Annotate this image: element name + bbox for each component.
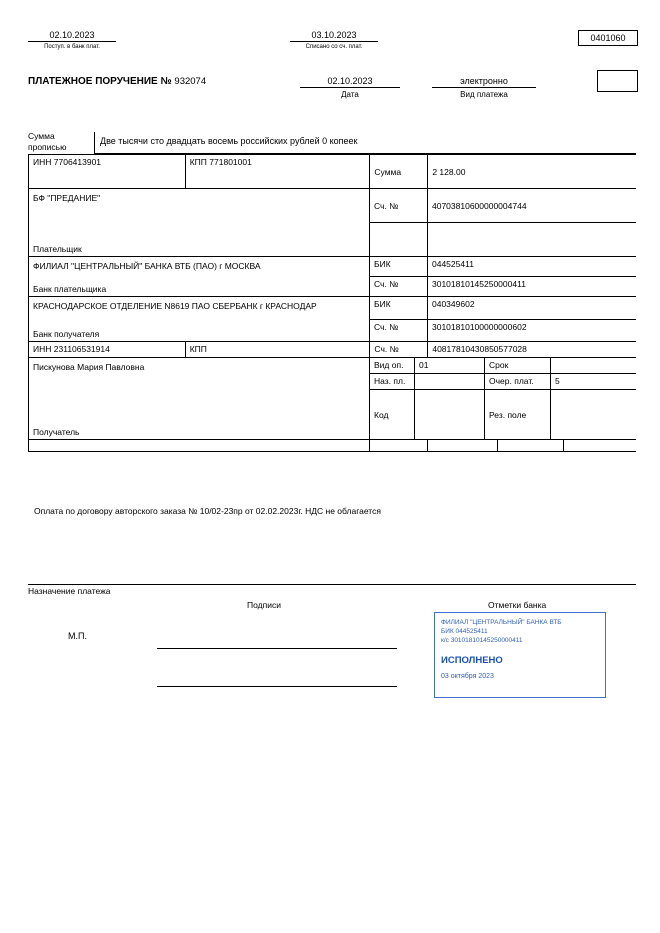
payee-bik-value: 040349602 [432,299,475,309]
received-date-caption: Поступ. в банк плат. [44,44,100,50]
payee-account-value: 40817810430850577028 [432,344,527,354]
row-payer-bank [29,257,636,297]
payee-account-label: Сч. № [374,344,399,354]
document-date-block [300,76,400,99]
amount-words-label-line1: Сумма [28,131,55,141]
payer-bank-role-label: Банк плательщика [33,284,107,294]
row-op-kind [370,358,636,374]
payer-bank-name: ФИЛИАЛ "ЦЕНТРАЛЬНЫЙ" БАНКА ВТБ (ПАО) г МОСКВА [33,261,261,271]
payee-bik-value-cell [428,297,636,320]
payer-sum-label-cell [370,155,428,189]
row-payer-bik [370,257,636,277]
written-off-date-caption: Списано со сч. плат. [305,44,363,50]
payment-kind-caption: Вид платежа [460,90,508,99]
purpose-code-label: Наз. пл. [374,376,406,386]
term-label: Срок [489,360,509,370]
purpose-code-value-cell [415,374,485,390]
document-number-label: № [160,76,172,87]
page-title [28,76,206,87]
op-kind-value-cell [415,358,485,374]
payer-bank-account-label: Сч. № [374,279,399,289]
payee-kpp-cell [186,342,371,358]
payer-account-value: 40703810600000004744 [432,201,527,211]
payer-bank-account-value-cell [428,277,636,297]
payer-kpp-cell [186,155,371,189]
op-kind-value: 01 [419,360,429,370]
strip-cell-3 [428,440,498,452]
payer-bank-account-label-cell [370,277,428,297]
reserve-value-cell [551,390,636,440]
payee-bank-cell [29,297,370,342]
document-date-value: 02.10.2023 [300,76,400,88]
payer-bik-value: 044525411 [432,259,474,269]
row-payee-bank-account [370,320,636,342]
payee-account-value-cell [428,342,636,358]
priority-value: 5 [555,376,560,386]
payee-inn-value: 231106531914 [53,344,110,354]
payee-bik-label-cell [370,297,428,320]
written-off-date-value: 03.10.2023 [290,30,378,42]
received-date-value: 02.10.2023 [28,30,116,42]
payer-sum-value-cell [428,155,636,189]
payer-inn-cell [29,155,186,189]
payer-account-value-cell [428,189,636,223]
row-spacer-payer [370,223,636,257]
payer-kpp-value: 771801001 [209,157,252,167]
payer-kpp-label: КПП [189,157,207,167]
priority-label: Очер. плат. [489,376,534,386]
payee-bank-role-label: Банк получателя [33,329,100,339]
payee-bank-account-value: 30101810100000000602 [432,322,527,332]
payer-bik-value-cell [428,257,636,277]
code-value-cell [415,390,485,440]
row-payer-account [370,189,636,223]
row-code [370,390,636,440]
spacer-cell-right [428,223,636,257]
payee-bank-account-value-cell [428,320,636,342]
payer-sum-value: 2 128.00 [432,167,466,177]
payer-bank-cell [29,257,370,297]
payment-kind-block [432,76,536,99]
signature-line-1 [157,648,397,649]
strip-cell-4 [498,440,564,452]
bank-marks-label: Отметки банка [488,600,547,610]
amount-words-value: Две тысячи сто двадцать восемь российских рублей 0 копеек [100,136,358,146]
op-kind-label-cell [370,358,415,374]
row-bottom-strip [29,440,636,452]
payer-bik-label: БИК [374,259,391,269]
title-row [0,76,660,106]
strip-cell-1 [29,440,370,452]
payee-bank-name: КРАСНОДАРСКОЕ ОТДЕЛЕНИЕ N8619 ПАО СБЕРБАНК г КРАСНОДАР [33,301,317,311]
payer-bik-label-cell [370,257,428,277]
row-payer-bank-account [370,277,636,297]
payee-bank-account-label: Сч. № [374,322,399,332]
priority-value-cell [551,374,636,390]
signature-line-2 [157,686,397,687]
document-date-caption: Дата [341,90,359,99]
top-dates-row [0,30,660,58]
received-date-block [28,30,116,50]
payment-purpose-text: Оплата по договору авторского заказа № 10/02-23пр от 02.02.2023г. НДС не облагается [34,506,381,516]
stamp-bank-name: ФИЛИАЛ "ЦЕНТРАЛЬНЫЙ" БАНКА ВТБ [441,619,562,626]
row-inn-kpp [29,155,636,189]
row-payee-bik [370,297,636,320]
payee-account-label-cell [370,342,428,358]
op-kind-label: Вид оп. [374,360,404,370]
payer-account-label: Сч. № [374,201,399,211]
payer-sum-label: Сумма [374,167,402,177]
bank-execution-stamp [434,612,606,698]
payer-name-value: БФ "ПРЕДАНИЕ" [33,193,101,203]
document-number-value: 932074 [174,76,207,87]
reserve-label: Рез. поле [489,410,527,420]
payee-inn-label: ИНН [33,344,52,354]
stamp-corr-account: к/с 30101810145250000411 [441,637,523,644]
strip-cell-2 [370,440,428,452]
row-payee-name [29,358,636,440]
payment-purpose-divider [28,584,636,585]
payee-name-value: Пискунова Мария Павловна [33,362,145,372]
payer-name-cell [29,189,370,257]
row-payee-inn [29,342,636,358]
payment-purpose-label: Назначение платежа [28,586,111,596]
payment-kind-value: электронно [432,76,536,88]
term-value-cell [551,358,636,374]
code-label: Код [374,410,389,420]
payee-role-label: Получатель [33,427,80,437]
payer-inn-value: 7706413901 [53,157,102,167]
purpose-code-label-cell [370,374,415,390]
form-code-box: 0401060 [578,30,638,46]
main-grid [28,154,636,452]
signatures-label: Подписи [247,600,281,610]
row-payee-bank [29,297,636,342]
empty-code-box [597,70,638,92]
row-purpose-code [370,374,636,390]
payee-bik-label: БИК [374,299,391,309]
payee-kpp-label: КПП [189,344,207,354]
document-title-text: ПЛАТЕЖНОЕ ПОРУЧЕНИЕ [28,76,158,87]
term-label-cell [485,358,551,374]
payer-bank-account-value: 30101810145250000411 [432,279,526,289]
payer-account-label-cell [370,189,428,223]
payee-bank-account-label-cell [370,320,428,342]
stamp-status-text: ИСПОЛНЕНО [441,655,503,666]
amount-words-label-line2: прописью [28,142,67,152]
spacer-cell-left [370,223,428,257]
payer-role-label: Плательщик [33,244,82,254]
payee-inn-cell [29,342,186,358]
priority-label-cell [485,374,551,390]
row-payer-name [29,189,636,257]
reserve-label-cell [485,390,551,440]
strip-cell-5 [564,440,636,452]
stamp-date-text: 03 октября 2023 [441,673,494,680]
written-off-date-block [290,30,378,50]
stamp-bik: БИК 044525411 [441,628,488,635]
payee-name-cell [29,358,370,440]
code-label-cell [370,390,415,440]
payer-inn-label: ИНН [33,157,52,167]
seal-place-label: М.П. [68,631,87,641]
amount-words-label [28,131,90,153]
